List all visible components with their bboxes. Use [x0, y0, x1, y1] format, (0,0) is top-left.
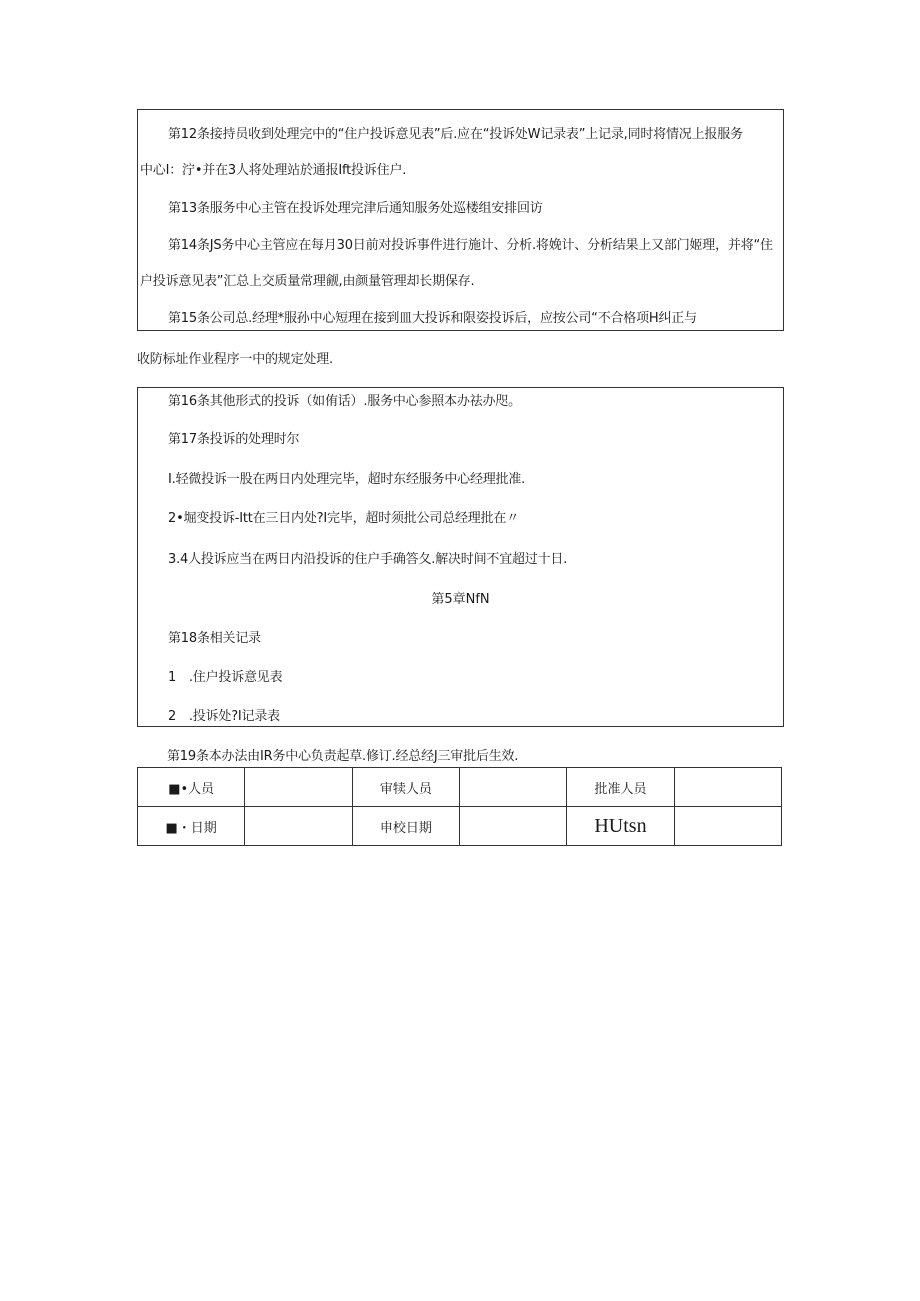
article-13: 第13条服务中心主管在投诉处理完津后通知服务处巡楼组安排回访 — [168, 201, 543, 216]
article-19: 第19条本办法由IR务中心负责起草.修订.经总经J三审批后生效. — [167, 749, 519, 764]
article-17-item-2: 2•堀变投诉-Itt在三日内处?I完毕，超时须批公司总经理批在〃 — [168, 511, 519, 526]
chapter-heading: 第5章NfN — [431, 592, 490, 607]
approval-date-label: HUtsn — [567, 807, 674, 846]
article-17: 第17条投诉的处理时尔 — [168, 432, 300, 447]
article-16: 第16条其他形式的投诉（如侑话）.服务中心参照本办祛办咫。 — [168, 394, 521, 409]
article-18: 第18条相关记录 — [168, 631, 261, 646]
article-box-12-15 — [137, 109, 784, 331]
drafter-value — [245, 768, 352, 807]
reviewer-label: 审犊人员 — [352, 768, 459, 807]
article-14-line-2: 户投诉意见表”汇总上交质量常理觎,由颜量管理却长期保存. — [140, 274, 475, 289]
article-14-line-1: 第14条JS务中心主管应在每月30日前对投诉事件进行施计、分析.将娩计、分析结果上又部门姬理，并将“住 — [168, 238, 773, 253]
approver-label: 批准人员 — [567, 768, 674, 807]
drafter-label: ■•人员 — [138, 768, 245, 807]
article-17-item-1: I.轻微投诉一股在两日内处理完毕，超时东经服务中心经理批准. — [168, 472, 526, 487]
record-item-2: 2 .投诉处?I记录表 — [168, 709, 280, 724]
draft-date-label: ■・日期 — [138, 807, 245, 846]
article-17-item-3: 3.4人投诉应当在两日内沿投诉的住户手确答夂.解决时间不宜超过十日. — [168, 552, 568, 567]
signature-row-personnel — [138, 768, 782, 807]
article-15-line-2: 收防标址作业程序一中的规定处理. — [137, 352, 333, 367]
signature-table — [137, 767, 782, 846]
signature-row-dates — [138, 807, 782, 846]
review-date-label: 申校日期 — [352, 807, 459, 846]
record-item-1: 1 .住户投诉意见表 — [168, 670, 283, 685]
reviewer-value — [459, 768, 566, 807]
article-15-line-1: 第15条公司总.经理*服孙中心短理在接到皿大投诉和限姿投诉后，应按公司“不合格项H纠正与 — [168, 311, 697, 326]
approver-value — [674, 768, 781, 807]
article-12-line-2: 中心I：泞•并在3人将处理站於通报Ift投诉住户. — [140, 163, 407, 178]
review-date-value — [459, 807, 566, 846]
article-12-line-1: 第12条接持员收到处理完中的“住户投诉意见表”后.应在“投诉处W记录表”上记录,同时将情况上报服务 — [168, 127, 743, 142]
article-box-16-18 — [137, 387, 784, 727]
approval-date-value — [674, 807, 781, 846]
draft-date-value — [245, 807, 352, 846]
